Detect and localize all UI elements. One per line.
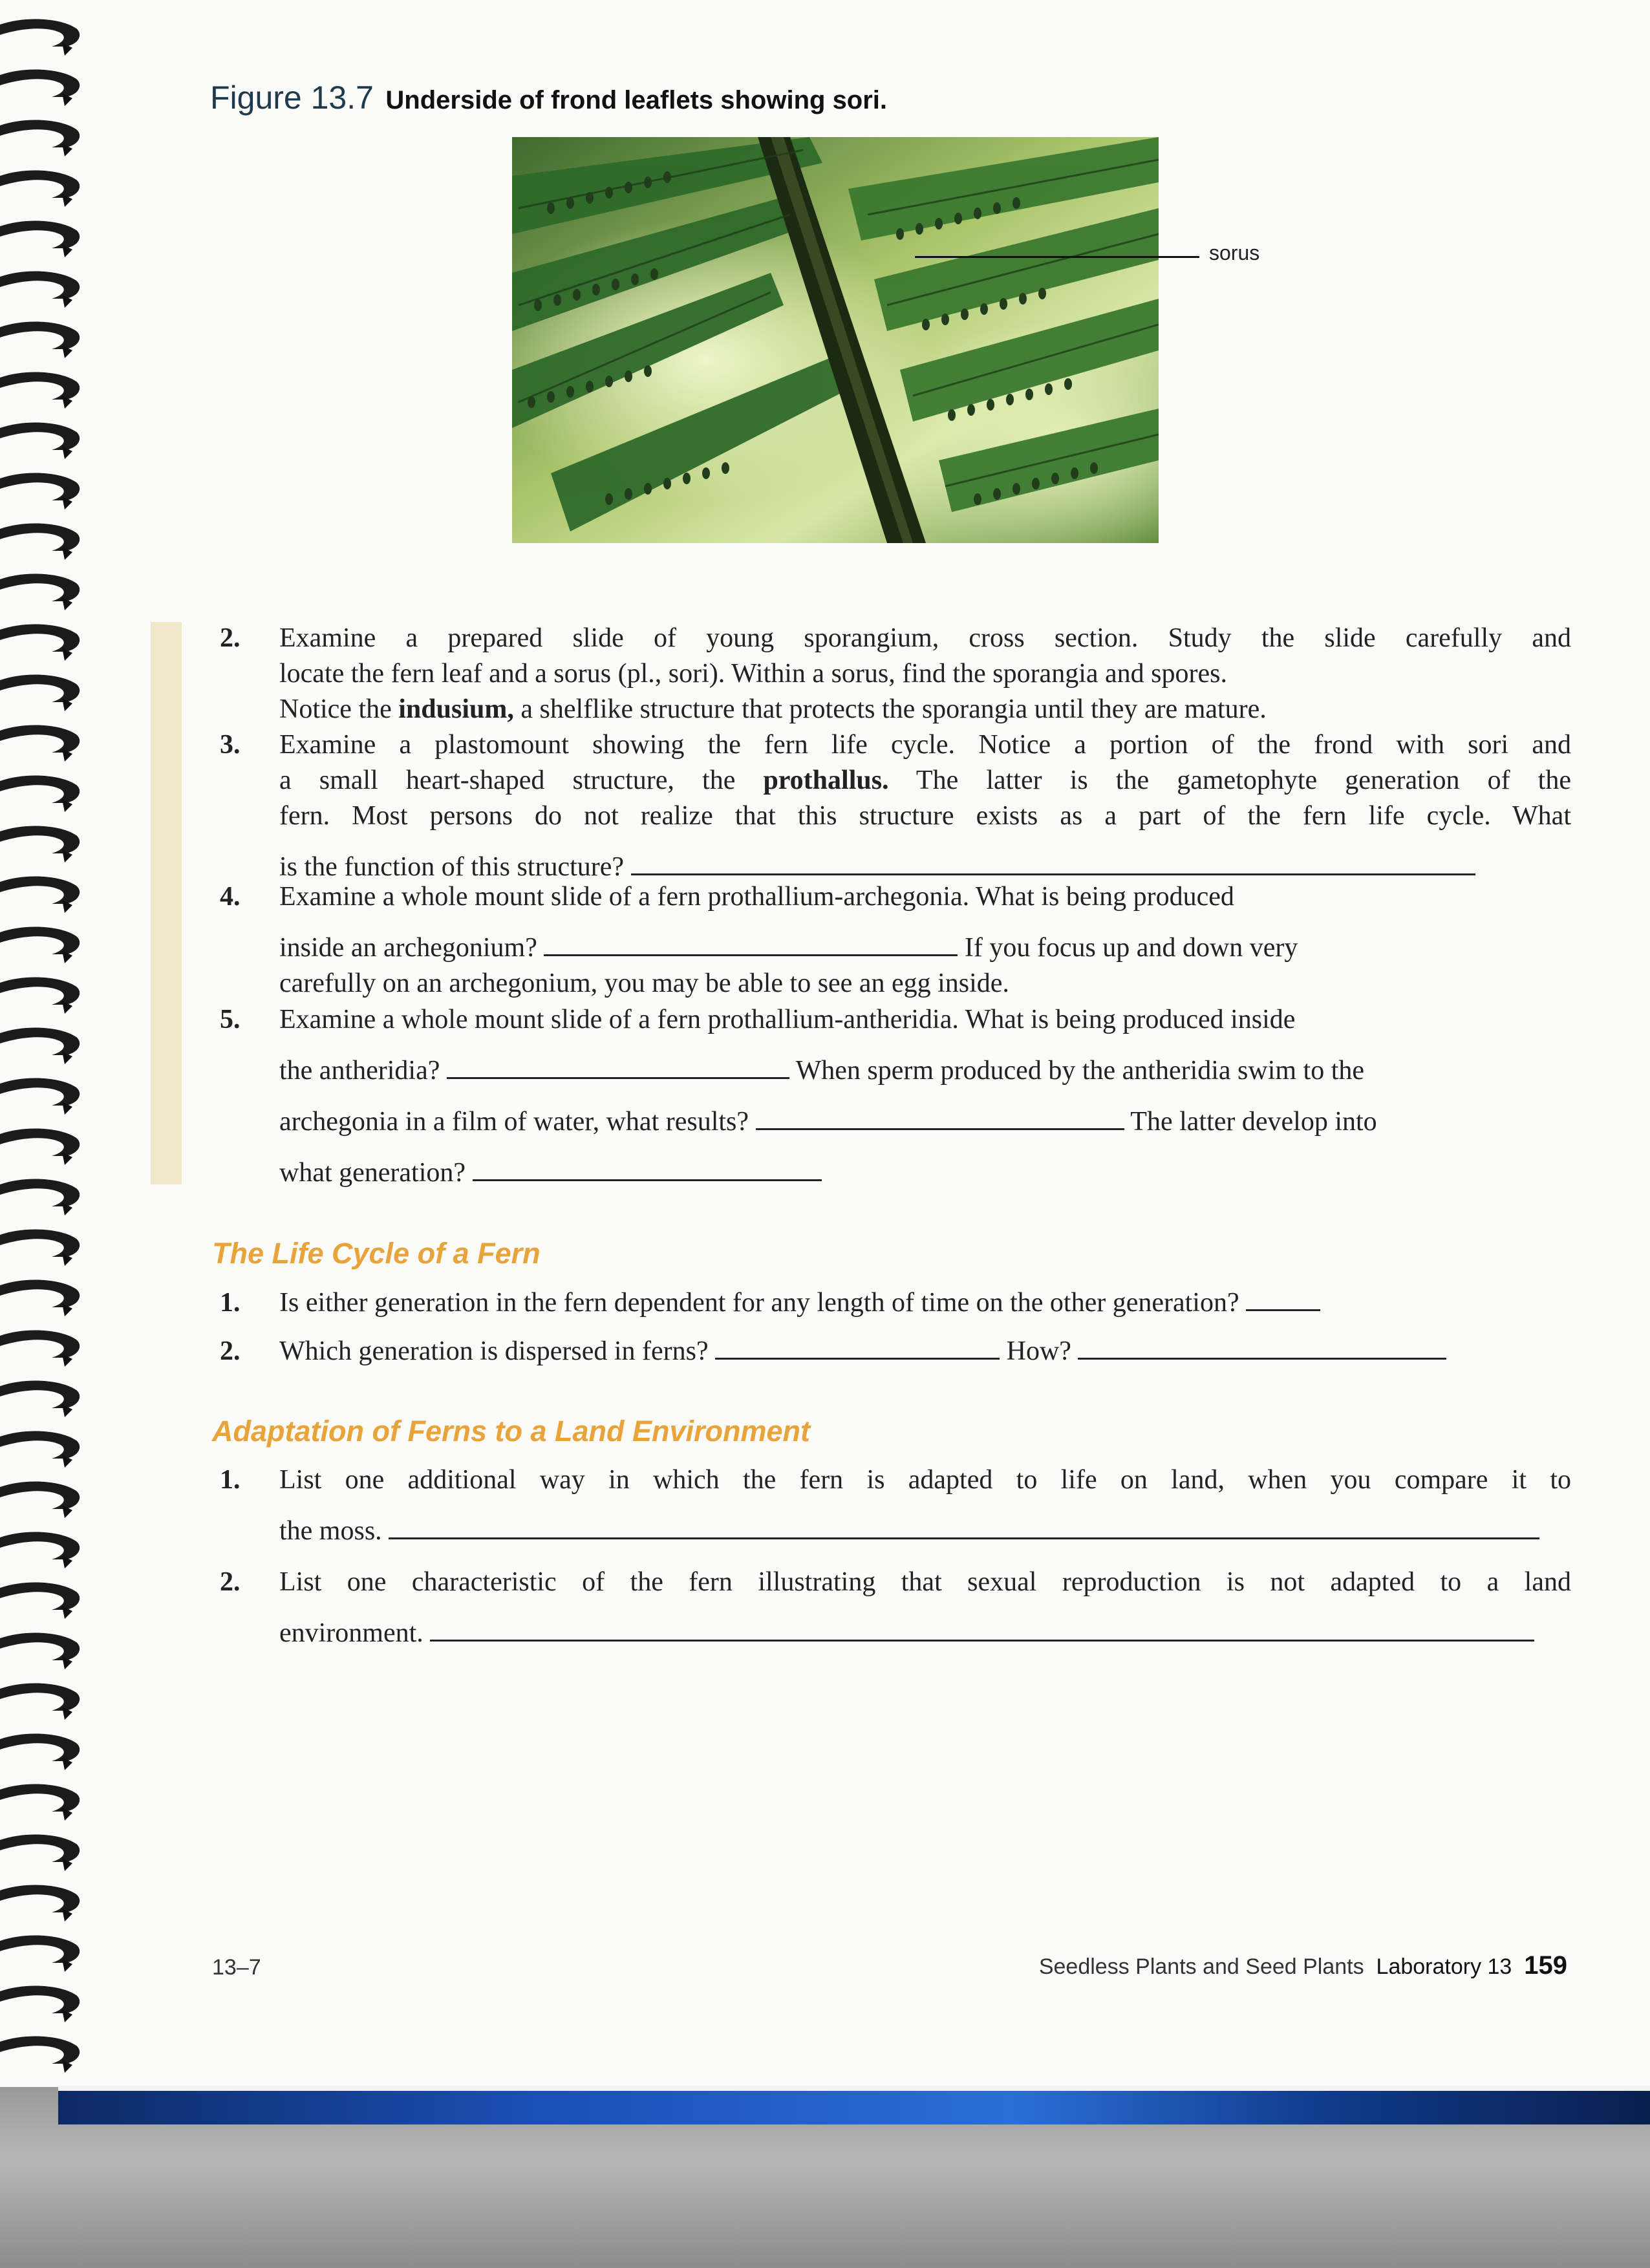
text-line (279, 1104, 1571, 1140)
figure-caption: Underside of frond leaflets showing sori. (385, 86, 888, 114)
next-page-edge (58, 2087, 1650, 2124)
figure-title (210, 79, 887, 116)
text-run: Notice the (279, 694, 399, 724)
text-line: Examine a plastomount showing the fern life cycle. Notice a portion of the frond with sori and (279, 730, 1571, 760)
answer-blank-adaptation[interactable] (389, 1518, 1539, 1539)
answer-blank-dependent[interactable] (1246, 1290, 1320, 1311)
margin-highlight (151, 622, 182, 1184)
question-text (279, 1285, 1571, 1321)
footer-section-number: 13–7 (212, 1955, 261, 1980)
text-run: Which generation is dispersed in ferns? (279, 1336, 709, 1366)
answer-blank-generation[interactable] (473, 1160, 822, 1181)
text-run: a shelflike structure that protects the sporangia until they are mature. (513, 694, 1267, 724)
spiral-binding (0, 0, 91, 2101)
question-text (279, 727, 1571, 885)
answer-blank-function[interactable] (631, 854, 1475, 875)
text-run: If you focus up and down very (964, 933, 1298, 963)
text-line (279, 1285, 1571, 1321)
page-edge (58, 2086, 1650, 2091)
text-run: When sperm produced by the antheridia swim to the (795, 1056, 1365, 1086)
footer-book-title: Seedless Plants and Seed Plants (1038, 1954, 1364, 1979)
question-text (279, 1462, 1571, 1549)
text-line (279, 930, 1571, 966)
question-text (279, 621, 1571, 727)
text-line: Examine a whole mount slide of a fern prothallium-antheridia. What is being produced inside (279, 1005, 1296, 1034)
question-number: 1. (220, 1465, 241, 1495)
text-line: Examine a whole mount slide of a fern prothallium-archegonia. What is being produced (279, 882, 1234, 912)
text-run: How? (1006, 1336, 1071, 1366)
answer-blank-archegonium[interactable] (544, 935, 958, 956)
text-run: environment. (279, 1618, 423, 1648)
text-run: a small heart-shaped structure, the (279, 765, 764, 795)
text-line (279, 692, 1571, 727)
text-line (279, 1155, 1571, 1191)
section-title-life-cycle: The Life Cycle of a Fern (212, 1237, 541, 1270)
text-run: The latter develop into (1130, 1107, 1377, 1137)
answer-blank-characteristic[interactable] (430, 1620, 1534, 1642)
question-number: 4. (220, 882, 241, 912)
figure-number: Figure 13.7 (210, 80, 374, 116)
footer-running-head (1039, 1951, 1567, 1980)
question-text (279, 879, 1571, 1001)
answer-blank-antheridia[interactable] (447, 1058, 789, 1079)
question-text (279, 1334, 1571, 1369)
text-line: List one characteristic of the fern illustrating that sexual reproduction is not adapted to a land (279, 1567, 1571, 1597)
text-line: locate the fern leaf and a sorus (pl., sori). Within a sorus, find the sporangia and spores. (279, 659, 1227, 689)
question-number: 1. (220, 1288, 241, 1318)
question-number: 2. (220, 1336, 241, 1366)
text-run: the moss. (279, 1516, 382, 1546)
term-indusium: indusium, (398, 694, 514, 724)
sorus-leader-line (915, 256, 1199, 258)
text-run: is the function of this structure? (279, 852, 625, 882)
page-number: 159 (1524, 1951, 1567, 1980)
text-run: The latter is the gametophyte generation of the (888, 765, 1571, 795)
question-text (279, 1565, 1571, 1651)
text-line: carefully on an archegonium, you may be able to see an egg inside. (279, 968, 1009, 998)
text-line (279, 1514, 1571, 1549)
text-run: archegonia in a film of water, what results? (279, 1107, 749, 1137)
text-run: inside an archegonium? (279, 933, 537, 963)
question-number: 5. (220, 1005, 241, 1034)
section-title-adaptation: Adaptation of Ferns to a Land Environment (212, 1415, 811, 1448)
text-line (279, 1334, 1571, 1369)
text-line (279, 1053, 1571, 1089)
text-line: Examine a prepared slide of young sporangium, cross section. Study the slide carefully and (279, 623, 1571, 653)
text-run: what generation? (279, 1158, 466, 1188)
text-run: the antheridia? (279, 1056, 440, 1086)
text-line (279, 1616, 1571, 1651)
answer-blank-how[interactable] (1078, 1338, 1446, 1360)
answer-blank-results[interactable] (756, 1109, 1124, 1130)
footer-lab: Laboratory 13 (1376, 1954, 1512, 1979)
question-number: 3. (220, 730, 241, 760)
question-number: 2. (220, 623, 241, 653)
sorus-label: sorus (1209, 241, 1260, 264)
text-line (279, 763, 1571, 798)
term-prothallus: prothallus. (763, 765, 889, 795)
text-line: List one additional way in which the fern is adapted to life on land, when you compare it to (279, 1465, 1571, 1495)
question-number: 2. (220, 1567, 241, 1597)
fern-frond-photo (512, 137, 1159, 543)
text-run: Is either generation in the fern dependent for any length of time on the other generation? (279, 1288, 1239, 1318)
text-line: fern. Most persons do not realize that this structure exists as a part of the fern life cycle. What (279, 801, 1571, 831)
answer-blank-dispersed[interactable] (715, 1338, 1000, 1360)
question-text (279, 1002, 1571, 1191)
